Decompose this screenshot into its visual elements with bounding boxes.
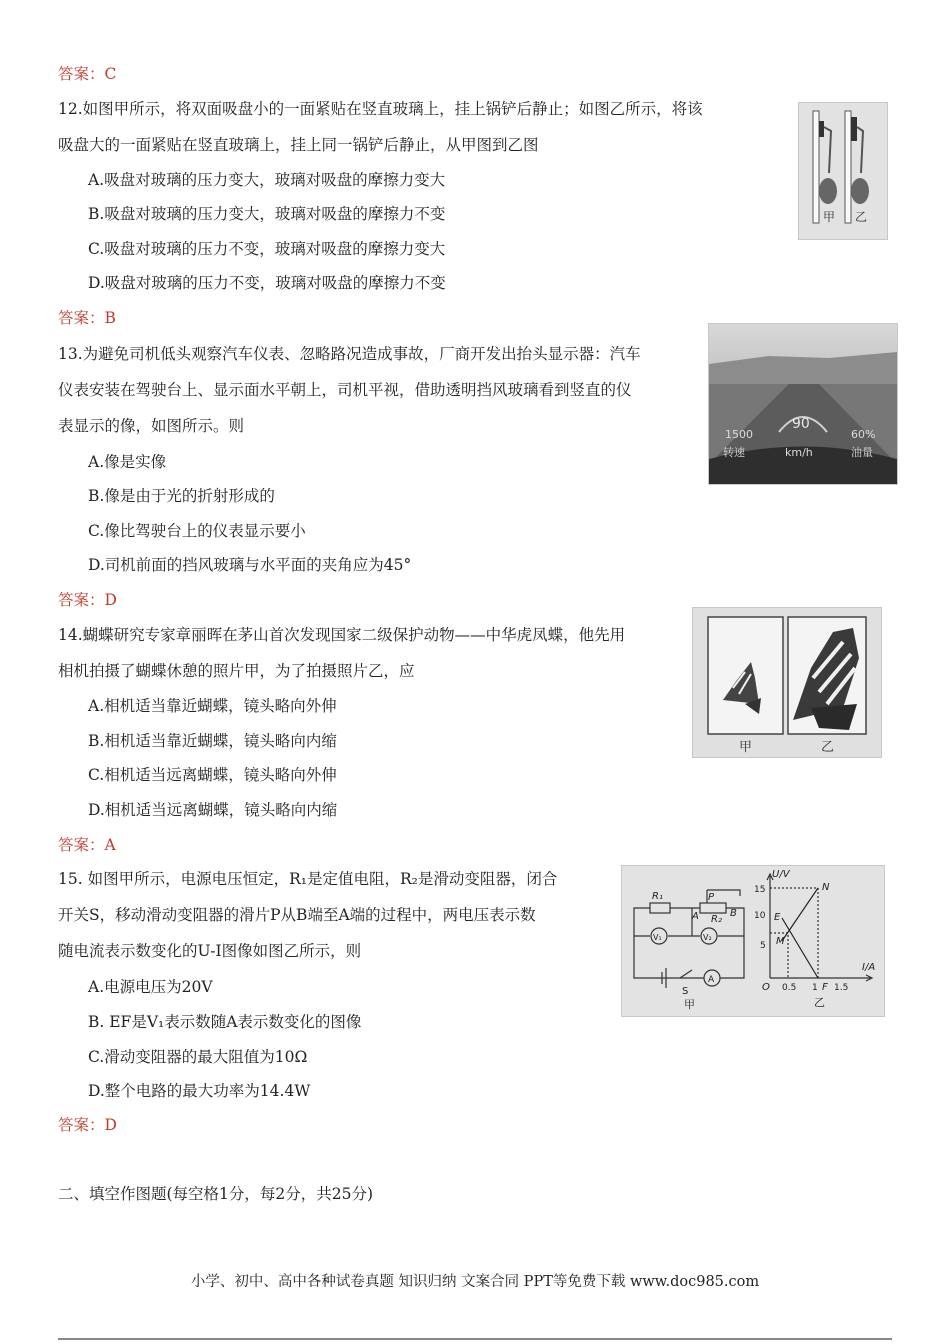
- circuit-v1: V₁: [653, 933, 662, 942]
- butterfly-illustration: [693, 608, 881, 757]
- q15-option-d: D.整个电路的最大功率为14.4W: [88, 1082, 311, 1100]
- q15-option-b: B. EF是V₁表示数随A表示数变化的图像: [88, 1013, 362, 1031]
- hud-label-unit: km/h: [785, 446, 813, 459]
- fig12-label-yi: 乙: [855, 210, 868, 224]
- q14-line2: 相机拍摄了蝴蝶休憩的照片甲，为了拍摄照片乙，应: [58, 662, 415, 680]
- q13-option-c: C.像比驾驶台上的仪表显示要小: [88, 522, 306, 540]
- q14-option-a: A.相机适当靠近蝴蝶，镜头略向外伸: [88, 697, 337, 715]
- q15-line1: 15. 如图甲所示，电源电压恒定，R₁是定值电阻，R₂是滑动变阻器，闭合: [58, 870, 558, 888]
- q14-line1: 14.蝴蝶研究专家章丽晖在茅山首次发现国家二级保护动物——中华虎凤蝶，他先用: [58, 626, 626, 644]
- q12-line1: 12.如图甲所示，将双面吸盘小的一面紧贴在竖直玻璃上，挂上锅铲后静止；如图乙所示，将该: [58, 100, 703, 118]
- fig12-label-jia: 甲: [823, 210, 836, 224]
- fig14-label-jia: 甲: [739, 740, 753, 755]
- q15-option-c: C.滑动变阻器的最大阻值为10Ω: [88, 1048, 308, 1066]
- circuit-a: A: [692, 911, 699, 922]
- hud-label-rpm: 转速: [723, 446, 745, 459]
- q13-option-a: A.像是实像: [88, 453, 167, 471]
- hud-speed: 90: [792, 416, 810, 432]
- graph-x-axis-label: I/A: [862, 962, 876, 973]
- q13-option-b: B.像是由于光的折射形成的: [88, 487, 275, 505]
- graph-point-e: E: [774, 912, 781, 923]
- q14-option-b: B.相机适当靠近蝴蝶，镜头略向内缩: [88, 732, 337, 750]
- q13-line2: 仪表安装在驾驶台上、显示面水平朝上，司机平视，借助透明挡风玻璃看到竖直的仪: [58, 381, 632, 399]
- q12-option-b: B.吸盘对玻璃的压力变大，玻璃对吸盘的摩擦力不变: [88, 205, 446, 223]
- q12-figure-spatula: [798, 102, 888, 240]
- circuit-v2: V₂: [703, 933, 712, 942]
- q15-option-a: A.电源电压为20V: [88, 978, 213, 996]
- q14-figure-butterfly: [692, 607, 882, 758]
- answer-q13: 答案：D: [58, 591, 117, 609]
- q12-line2: 吸盘大的一面紧贴在竖直玻璃上，挂上同一锅铲后静止，从甲图到乙图: [58, 136, 539, 154]
- spatula-illustration: [799, 103, 887, 239]
- circuit-r1: R₁: [652, 891, 663, 902]
- graph-y-tick-5: 5: [760, 941, 766, 951]
- hud-rpm: 1500: [725, 428, 753, 441]
- q15-figure-circuit-graph: [621, 865, 885, 1017]
- page-footer: 小学、初中、高中各种试卷真题 知识归纳 文案合同 PPT等免费下载 www.doc985.com: [190, 1274, 760, 1290]
- q13-figure-hud: [708, 323, 898, 485]
- q15-line3: 随电流表示数变化的U-I图像如图乙所示，则: [58, 942, 362, 960]
- graph-origin: O: [762, 982, 770, 993]
- circuit-label: 甲: [684, 998, 695, 1011]
- q13-line3: 表显示的像，如图所示。则: [58, 417, 245, 435]
- q13-line1: 13.为避免司机低头观察汽车仪表、忽略路况造成事故，厂商开发出抬头显示器：汽车: [58, 345, 641, 363]
- q14-option-d: D.相机适当远离蝴蝶，镜头略向内缩: [88, 801, 338, 819]
- footer-divider: [58, 1338, 892, 1340]
- q14-option-c: C.相机适当远离蝴蝶，镜头略向外伸: [88, 766, 337, 784]
- circuit-ammeter: A: [708, 975, 715, 985]
- circuit-switch: S: [682, 986, 689, 997]
- q12-option-a: A.吸盘对玻璃的压力变大，玻璃对吸盘的摩擦力变大: [88, 171, 446, 189]
- answer-q15: 答案：D: [58, 1116, 117, 1134]
- graph-point-f: F: [822, 982, 828, 993]
- graph-y-tick-15: 15: [754, 885, 766, 895]
- circuit-b: B: [730, 908, 737, 919]
- fig14-label-yi: 乙: [821, 740, 835, 755]
- graph-label: 乙: [814, 996, 825, 1009]
- graph-y-axis-label: U/V: [772, 869, 790, 880]
- circuit-r2: R₂: [711, 914, 722, 925]
- graph-point-n: N: [822, 882, 830, 893]
- hud-fuel: 60%: [851, 428, 876, 441]
- circuit-p: P: [708, 892, 715, 903]
- circuit-graph-illustration: [622, 866, 884, 1016]
- section-2-heading: 二、填空作图题(每空格1分，每2分，共25分): [58, 1185, 374, 1203]
- q12-option-c: C.吸盘对玻璃的压力不变，玻璃对吸盘的摩擦力变大: [88, 240, 446, 258]
- q12-option-d: D.吸盘对玻璃的压力不变，玻璃对吸盘的摩擦力不变: [88, 274, 446, 292]
- answer-q14: 答案：A: [58, 836, 116, 854]
- answer-q12: 答案：B: [58, 309, 116, 327]
- graph-x-tick-1-5: 1.5: [834, 983, 849, 993]
- q15-line2: 开关S，移动滑动变阻器的滑片P从B端至A端的过程中，两电压表示数: [58, 906, 536, 924]
- graph-x-tick-1: 1: [812, 983, 818, 993]
- graph-x-tick-0-5: 0.5: [782, 983, 797, 993]
- q13-option-d: D.司机前面的挡风玻璃与水平面的夹角应为45°: [88, 556, 412, 574]
- answer-q11: 答案：C: [58, 65, 117, 83]
- graph-y-tick-10: 10: [754, 911, 766, 921]
- graph-point-m: M: [776, 936, 785, 947]
- hud-illustration: [709, 324, 897, 484]
- hud-label-fuel: 油量: [851, 446, 873, 459]
